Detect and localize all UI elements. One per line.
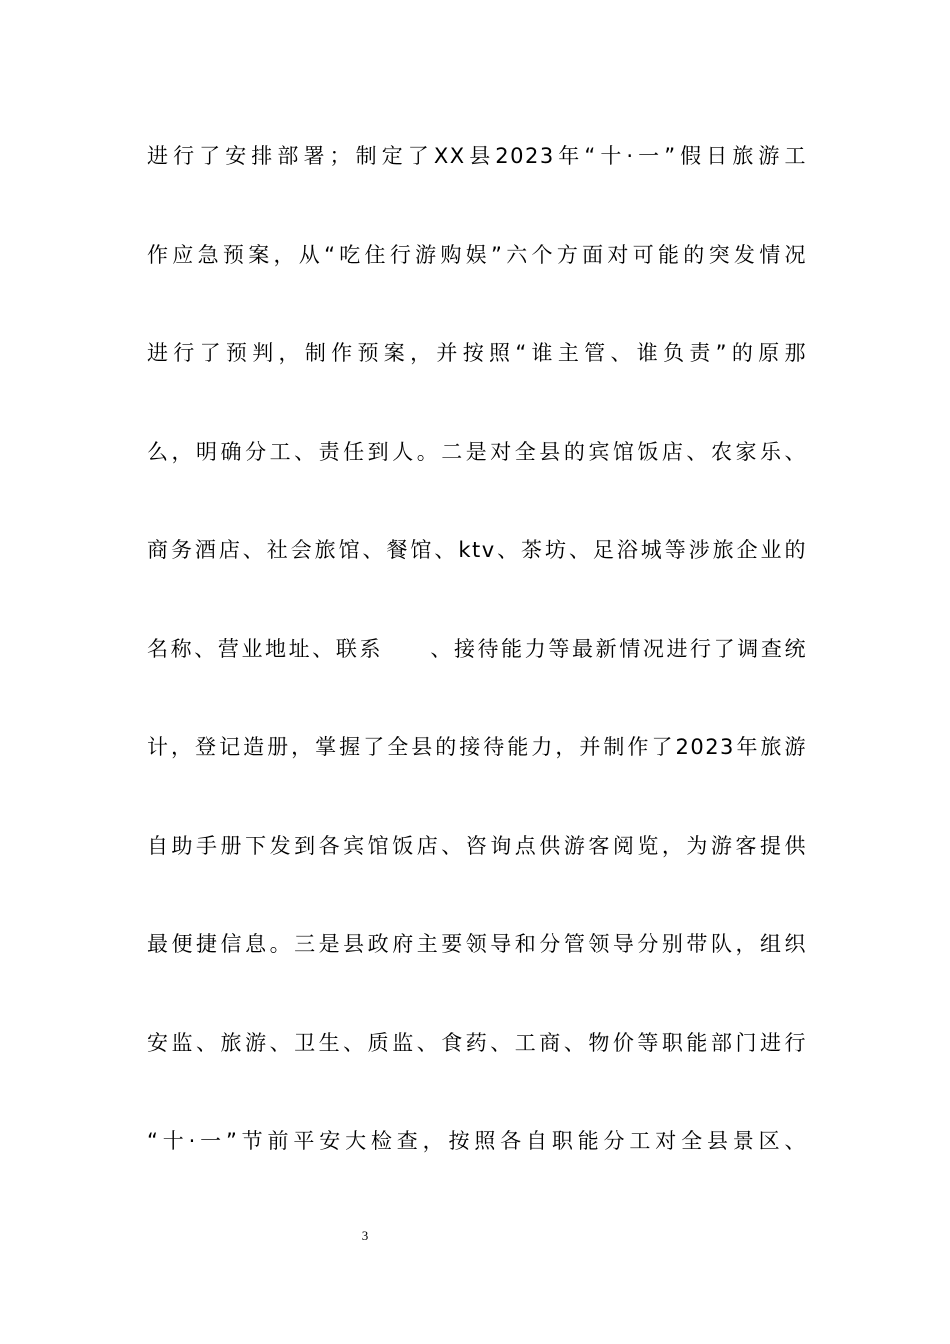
text-line: 进行了安排部署；制定了XX县2023年“十·一”假日旅游工 (147, 144, 807, 168)
text-line: 作应急预案，从“吃住行游购娱”六个方面对可能的突发情况 (147, 242, 807, 267)
text-line: 最便捷信息。三是县政府主要领导和分管领导分别带队，组织 (147, 932, 807, 956)
page-number: 3 (361, 1228, 369, 1243)
text-line: 计，登记造册，掌握了全县的接待能力，并制作了2023年旅游 (147, 735, 807, 759)
text-line: 名称、营业地址、联系 、接待能力等最新情况进行了调查统 (147, 636, 807, 661)
text-line: 安监、旅游、卫生、质监、食药、工商、物价等职能部门进行 (147, 1030, 807, 1055)
text-line: 自助手册下发到各宾馆饭店、咨询点供游客阅览，为游客提供 (147, 833, 807, 858)
text-line: 么，明确分工、责任到人。二是对全县的宾馆饭店、农家乐、 (147, 439, 807, 464)
text-line: 进行了预判，制作预案，并按照“谁主管、谁负责”的原那 (147, 341, 807, 365)
body-paragraph (147, 132, 807, 1216)
text-line: 商务酒店、社会旅馆、餐馆、ktv、茶坊、足浴城等涉旅企业的 (147, 538, 807, 562)
text-line: “十·一”节前平安大检查，按照各自职能分工对全县景区、 (147, 1129, 807, 1153)
